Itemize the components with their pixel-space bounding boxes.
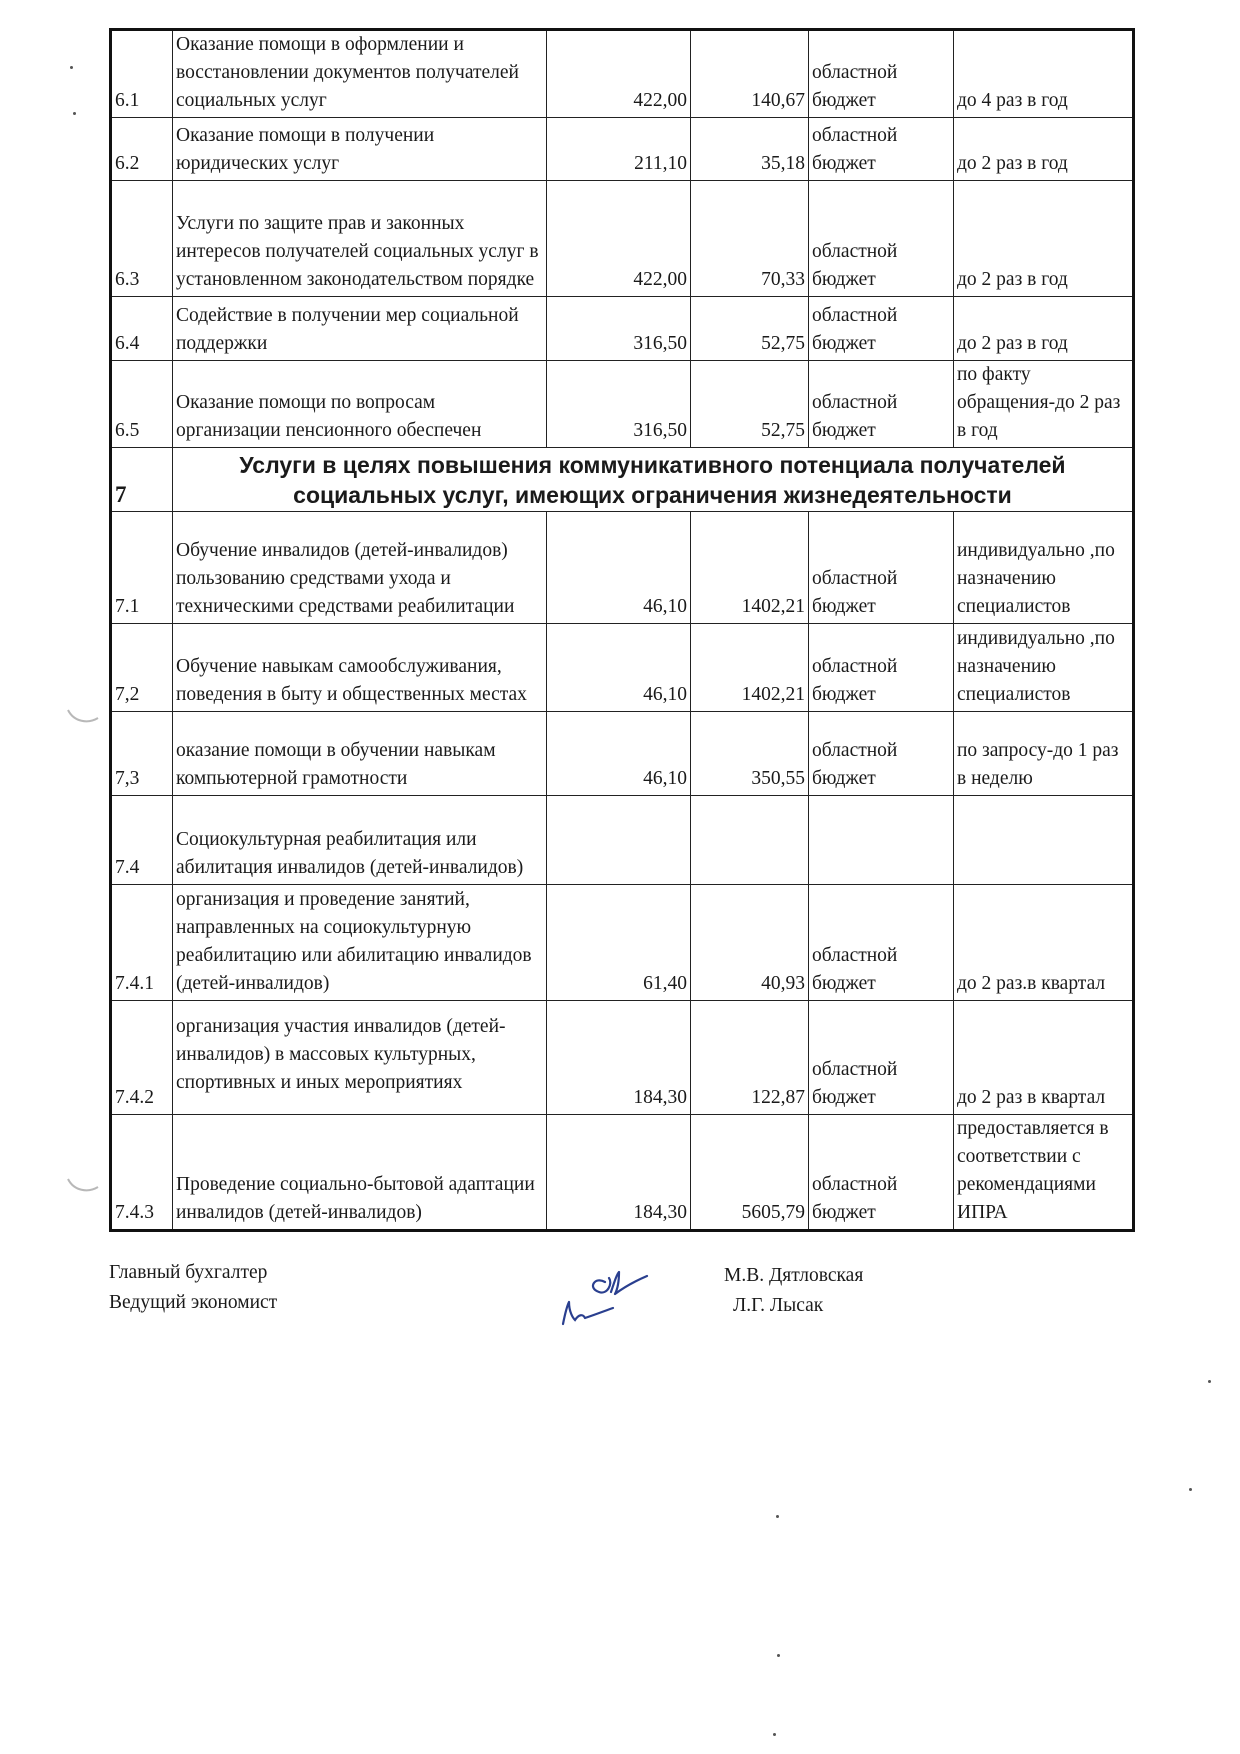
frequency-cell: до 2 раз.в квартал (954, 885, 1134, 1001)
row-number: 7.1 (111, 512, 173, 624)
value1-cell: 184,30 (547, 1115, 691, 1231)
value2-cell: 1402,21 (691, 624, 809, 712)
value1-cell: 422,00 (547, 30, 691, 118)
service-name: организация участия инвалидов (детей-инвалидов) в массовых культурных, спортивных и иных мероприятиях (173, 1001, 547, 1115)
lead-economist-title: Ведущий экономист (109, 1292, 278, 1313)
value1-cell: 422,00 (547, 181, 691, 297)
row-number: 6.2 (111, 118, 173, 181)
table-row (111, 118, 1134, 181)
frequency-cell: до 2 раз в год (954, 297, 1134, 361)
service-name: Обучение инвалидов (детей-инвалидов) пользованию средствами ухода и техническими средствами реабилитации (173, 512, 547, 624)
row-number: 7,2 (111, 624, 173, 712)
handwritten-signatures (553, 1262, 673, 1332)
frequency-cell: до 2 раз в квартал (954, 1001, 1134, 1115)
chief-accountant-title: Главный бухгалтер (109, 1262, 268, 1283)
section-number: 7 (111, 448, 173, 512)
table-row (111, 1115, 1134, 1231)
row-number: 6.4 (111, 297, 173, 361)
value2-cell: 5605,79 (691, 1115, 809, 1231)
frequency-cell: по запросу-до 1 раз в неделю (954, 712, 1134, 796)
value1-cell: 46,10 (547, 624, 691, 712)
value2-cell: 40,93 (691, 885, 809, 1001)
row-number: 6.5 (111, 361, 173, 448)
source-cell: областной бюджет (809, 297, 954, 361)
source-cell: областной бюджет (809, 712, 954, 796)
service-name: Оказание помощи в получении юридических услуг (173, 118, 547, 181)
source-cell: областной бюджет (809, 1115, 954, 1231)
punch-hole-mark (66, 706, 100, 728)
frequency-cell: индивидуально ,по назначению специалистов (954, 512, 1134, 624)
value1-cell: 316,50 (547, 361, 691, 448)
table-row (111, 712, 1134, 796)
row-number: 7,3 (111, 712, 173, 796)
services-table (109, 28, 1135, 1232)
table-row (111, 297, 1134, 361)
value1-cell: 46,10 (547, 512, 691, 624)
frequency-cell: индивидуально ,по назначению специалистов (954, 624, 1134, 712)
row-number: 7.4.2 (111, 1001, 173, 1115)
value2-cell: 1402,21 (691, 512, 809, 624)
value1-cell (547, 796, 691, 885)
table-row (111, 1001, 1134, 1115)
service-name: Социокультурная реабилитация или абилитация инвалидов (детей-инвалидов) (173, 796, 547, 885)
table-row (111, 181, 1134, 297)
value1-cell: 46,10 (547, 712, 691, 796)
table-row (111, 30, 1134, 118)
section-title: Услуги в целях повышения коммуникативного потенциала получателей социальных услуг, имеющих ограничения жизнедеятельности (173, 448, 1134, 512)
frequency-cell: предоставляется в соответствии с рекомендациями ИПРА (954, 1115, 1134, 1231)
service-name: Услуги по защите прав и законных интересов получателей социальных услуг в установленном законодательством порядке (173, 181, 547, 297)
source-cell: областной бюджет (809, 361, 954, 448)
source-cell (809, 796, 954, 885)
service-name: Содействие в получении мер социальной поддержки (173, 297, 547, 361)
source-cell: областной бюджет (809, 885, 954, 1001)
value2-cell: 35,18 (691, 118, 809, 181)
service-name: Проведение социально-бытовой адаптации инвалидов (детей-инвалидов) (173, 1115, 547, 1231)
value2-cell: 52,75 (691, 297, 809, 361)
frequency-cell: до 2 раз в год (954, 181, 1134, 297)
source-cell: областной бюджет (809, 512, 954, 624)
section-header-row (111, 448, 1134, 512)
scan-speck (1208, 1380, 1211, 1383)
value2-cell: 70,33 (691, 181, 809, 297)
scan-speck (773, 1733, 776, 1736)
value1-cell: 211,10 (547, 118, 691, 181)
service-name: оказание помощи в обучении навыкам компьютерной грамотности (173, 712, 547, 796)
scan-speck (1189, 1488, 1192, 1491)
value2-cell (691, 796, 809, 885)
value1-cell: 184,30 (547, 1001, 691, 1115)
source-cell: областной бюджет (809, 624, 954, 712)
value2-cell: 350,55 (691, 712, 809, 796)
service-name: организация и проведение занятий, направленных на социокультурную реабилитацию или абилитацию инвалидов (детей-инвалидов) (173, 885, 547, 1001)
source-cell: областной бюджет (809, 1001, 954, 1115)
lead-economist-name: Л.Г. Лысак (733, 1295, 824, 1316)
punch-hole-mark (66, 1175, 100, 1197)
row-number: 6.1 (111, 30, 173, 118)
table-row (111, 796, 1134, 885)
value2-cell: 122,87 (691, 1001, 809, 1115)
row-number: 7.4.1 (111, 885, 173, 1001)
scan-speck (776, 1515, 779, 1518)
frequency-cell: по факту обращения-до 2 раз в год (954, 361, 1134, 448)
value1-cell: 316,50 (547, 297, 691, 361)
value1-cell: 61,40 (547, 885, 691, 1001)
table-row (111, 624, 1134, 712)
source-cell: областной бюджет (809, 118, 954, 181)
service-name: Обучение навыкам самообслуживания, поведения в быту и общественных местах (173, 624, 547, 712)
table-row (111, 361, 1134, 448)
scan-speck (70, 66, 73, 69)
frequency-cell: до 4 раз в год (954, 30, 1134, 118)
row-number: 7.4 (111, 796, 173, 885)
frequency-cell: до 2 раз в год (954, 118, 1134, 181)
value2-cell: 140,67 (691, 30, 809, 118)
row-number: 6.3 (111, 181, 173, 297)
service-name: Оказание помощи в оформлении и восстановлении документов получателей социальных услуг (173, 30, 547, 118)
value2-cell: 52,75 (691, 361, 809, 448)
table-row (111, 512, 1134, 624)
table-row (111, 885, 1134, 1001)
scan-speck (73, 112, 76, 115)
chief-accountant-name: М.В. Дятловская (724, 1265, 864, 1286)
scan-speck (777, 1654, 780, 1657)
frequency-cell (954, 796, 1134, 885)
source-cell: областной бюджет (809, 30, 954, 118)
row-number: 7.4.3 (111, 1115, 173, 1231)
source-cell: областной бюджет (809, 181, 954, 297)
service-name: Оказание помощи по вопросам организации пенсионного обеспечен (173, 361, 547, 448)
